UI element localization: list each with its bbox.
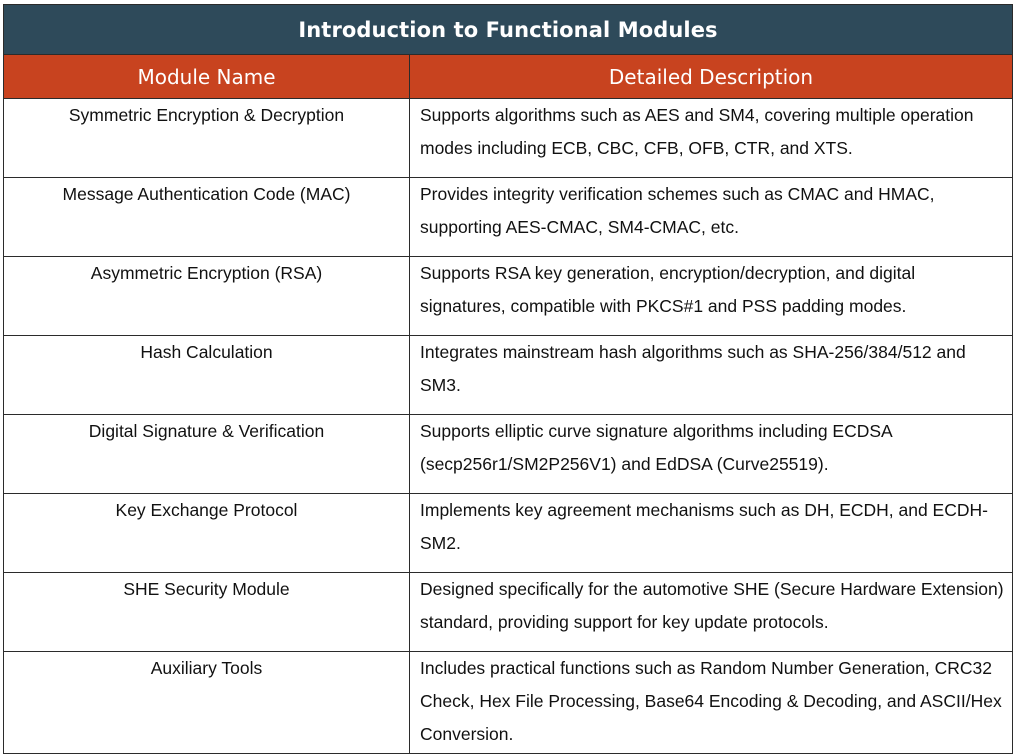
table-title-row [4,5,1013,55]
module-name-cell: Symmetric Encryption & Decryption [4,99,410,178]
table-row [4,336,1013,415]
module-description-cell: Designed specifically for the automotive SHE (Secure Hardware Extension) standard, providing support for key update protocols. [410,573,1013,652]
table-row [4,415,1013,494]
module-name-cell: Message Authentication Code (MAC) [4,178,410,257]
module-description-cell: Integrates mainstream hash algorithms such as SHA-256/384/512 and SM3. [410,336,1013,415]
table-row [4,494,1013,573]
module-name-cell: Hash Calculation [4,336,410,415]
module-name-cell: Asymmetric Encryption (RSA) [4,257,410,336]
functional-modules-table [3,4,1013,754]
table-row [4,652,1013,754]
column-header-module-name: Module Name [4,55,410,99]
module-description-cell: Supports RSA key generation, encryption/decryption, and digital signatures, compatible with PKCS#1 and PSS padding modes. [410,257,1013,336]
module-description-cell: Implements key agreement mechanisms such as DH, ECDH, and ECDH-SM2. [410,494,1013,573]
table-title: Introduction to Functional Modules [4,5,1013,55]
module-description-cell: Provides integrity verification schemes such as CMAC and HMAC, supporting AES-CMAC, SM4-CMAC, etc. [410,178,1013,257]
table-header-row [4,55,1013,99]
modules-table-container [3,4,1012,754]
table-row [4,573,1013,652]
module-name-cell: Key Exchange Protocol [4,494,410,573]
column-header-description: Detailed Description [410,55,1013,99]
module-name-cell: Auxiliary Tools [4,652,410,754]
module-name-cell: Digital Signature & Verification [4,415,410,494]
table-row [4,99,1013,178]
module-description-cell: Supports elliptic curve signature algorithms including ECDSA (secp256r1/SM2P256V1) and EdDSA (Curve25519). [410,415,1013,494]
module-description-cell: Supports algorithms such as AES and SM4, covering multiple operation modes including ECB, CBC, CFB, OFB, CTR, and XTS. [410,99,1013,178]
table-row [4,178,1013,257]
module-name-cell: SHE Security Module [4,573,410,652]
module-description-cell: Includes practical functions such as Random Number Generation, CRC32 Check, Hex File Processing, Base64 Encoding & Decoding, and ASCII/Hex Conversion. [410,652,1013,754]
table-row [4,257,1013,336]
